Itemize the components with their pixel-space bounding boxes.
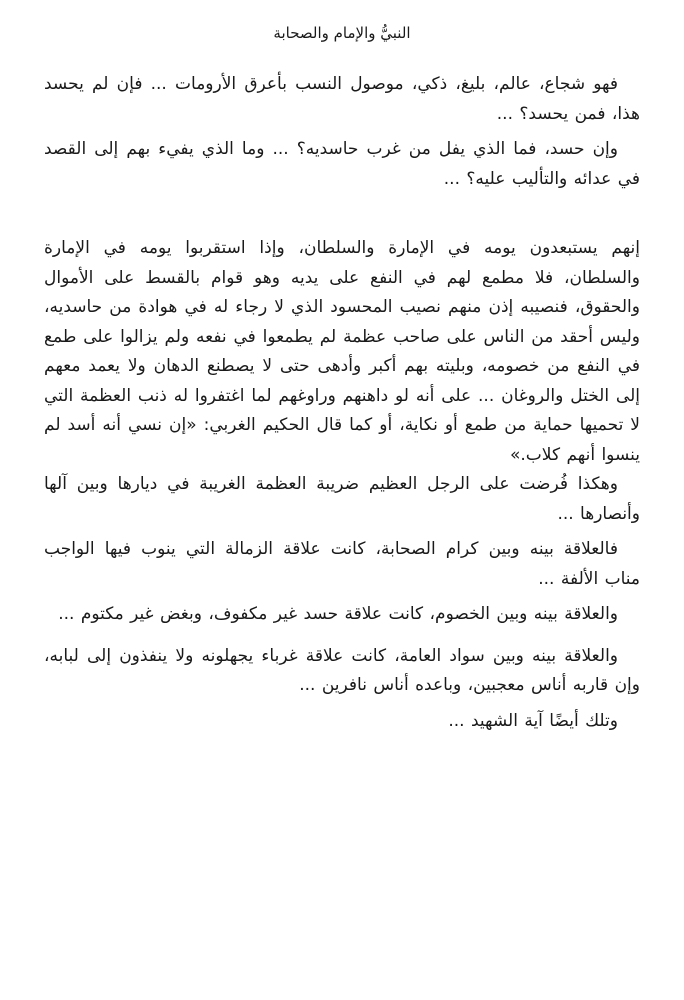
running-header-title: النبيُّ والإمام والصحابة <box>273 24 411 42</box>
paragraph-8: وتلك أيضًا آية الشهيد ... <box>448 710 618 731</box>
paragraph-5: فالعلاقة بينه وبين كرام الصحابة، كانت علاقة الزمالة التي ينوب فيها الواجب مناب الألفة ... <box>44 539 640 589</box>
paragraph-4: وهكذا فُرضت على الرجل العظيم ضريبة العظمة الغريبة في ديارها وبين آلها وأنصارها ... <box>44 474 640 524</box>
paragraph-3: إنهم يستبعدون يومه في الإمارة والسلطان، وإذا استقربوا يومه في الإمارة والسلطان، فلا مطمع لهم في النفع على يديه وهو قوام بالقسط على الأموال والحقوق، فنصيبه إذن منهم نصيب المحسود الذي لا رجاء له في هوادة من حاسديه، وليس أحقد من الناس على صاحب عظمة لم يطمعوا في نفعه ولم يزالوا على طمع في النفع من خصومه، وبليته بهم أكبر وأدهى حتى لا يصطنع الدهان ولا يعمد معهم إلى الختل والروغان ... على أنه لو داهنهم وراوغهم لما اغتفروا له ذنب العظمة التي لا تحميها حماية من طمع أو نكاية، أو كما قال الحكيم الغربي: «إن نسي أنه أسد لم ينسوا أنهم كلاب.» <box>44 238 640 465</box>
paragraph-2: وإن حسد، فما الذي يفل من غرب حاسديه؟ ... وما الذي يفيء بهم إلى القصد في عدائه والتأليب عليه؟ ... <box>44 139 640 189</box>
paragraph-6: والعلاقة بينه وبين الخصوم، كانت علاقة حسد غير مكفوف، وبغض غير مكتوم ... <box>58 604 618 624</box>
paragraph-1: فهو شجاع، عالم، بليغ، ذكي، موصول النسب بأعرق الأرومات ... فإن لم يحسد هذا، فمن يحسد؟ ... <box>44 74 640 124</box>
body-text <box>44 70 640 736</box>
paragraph-7: والعلاقة بينه وبين سواد العامة، كانت علاقة غرباء يجهلونه ولا ينفذون إلى لبابه، وإن قاربه أناس معجبين، وباعده أناس نافرين ... <box>44 645 640 695</box>
